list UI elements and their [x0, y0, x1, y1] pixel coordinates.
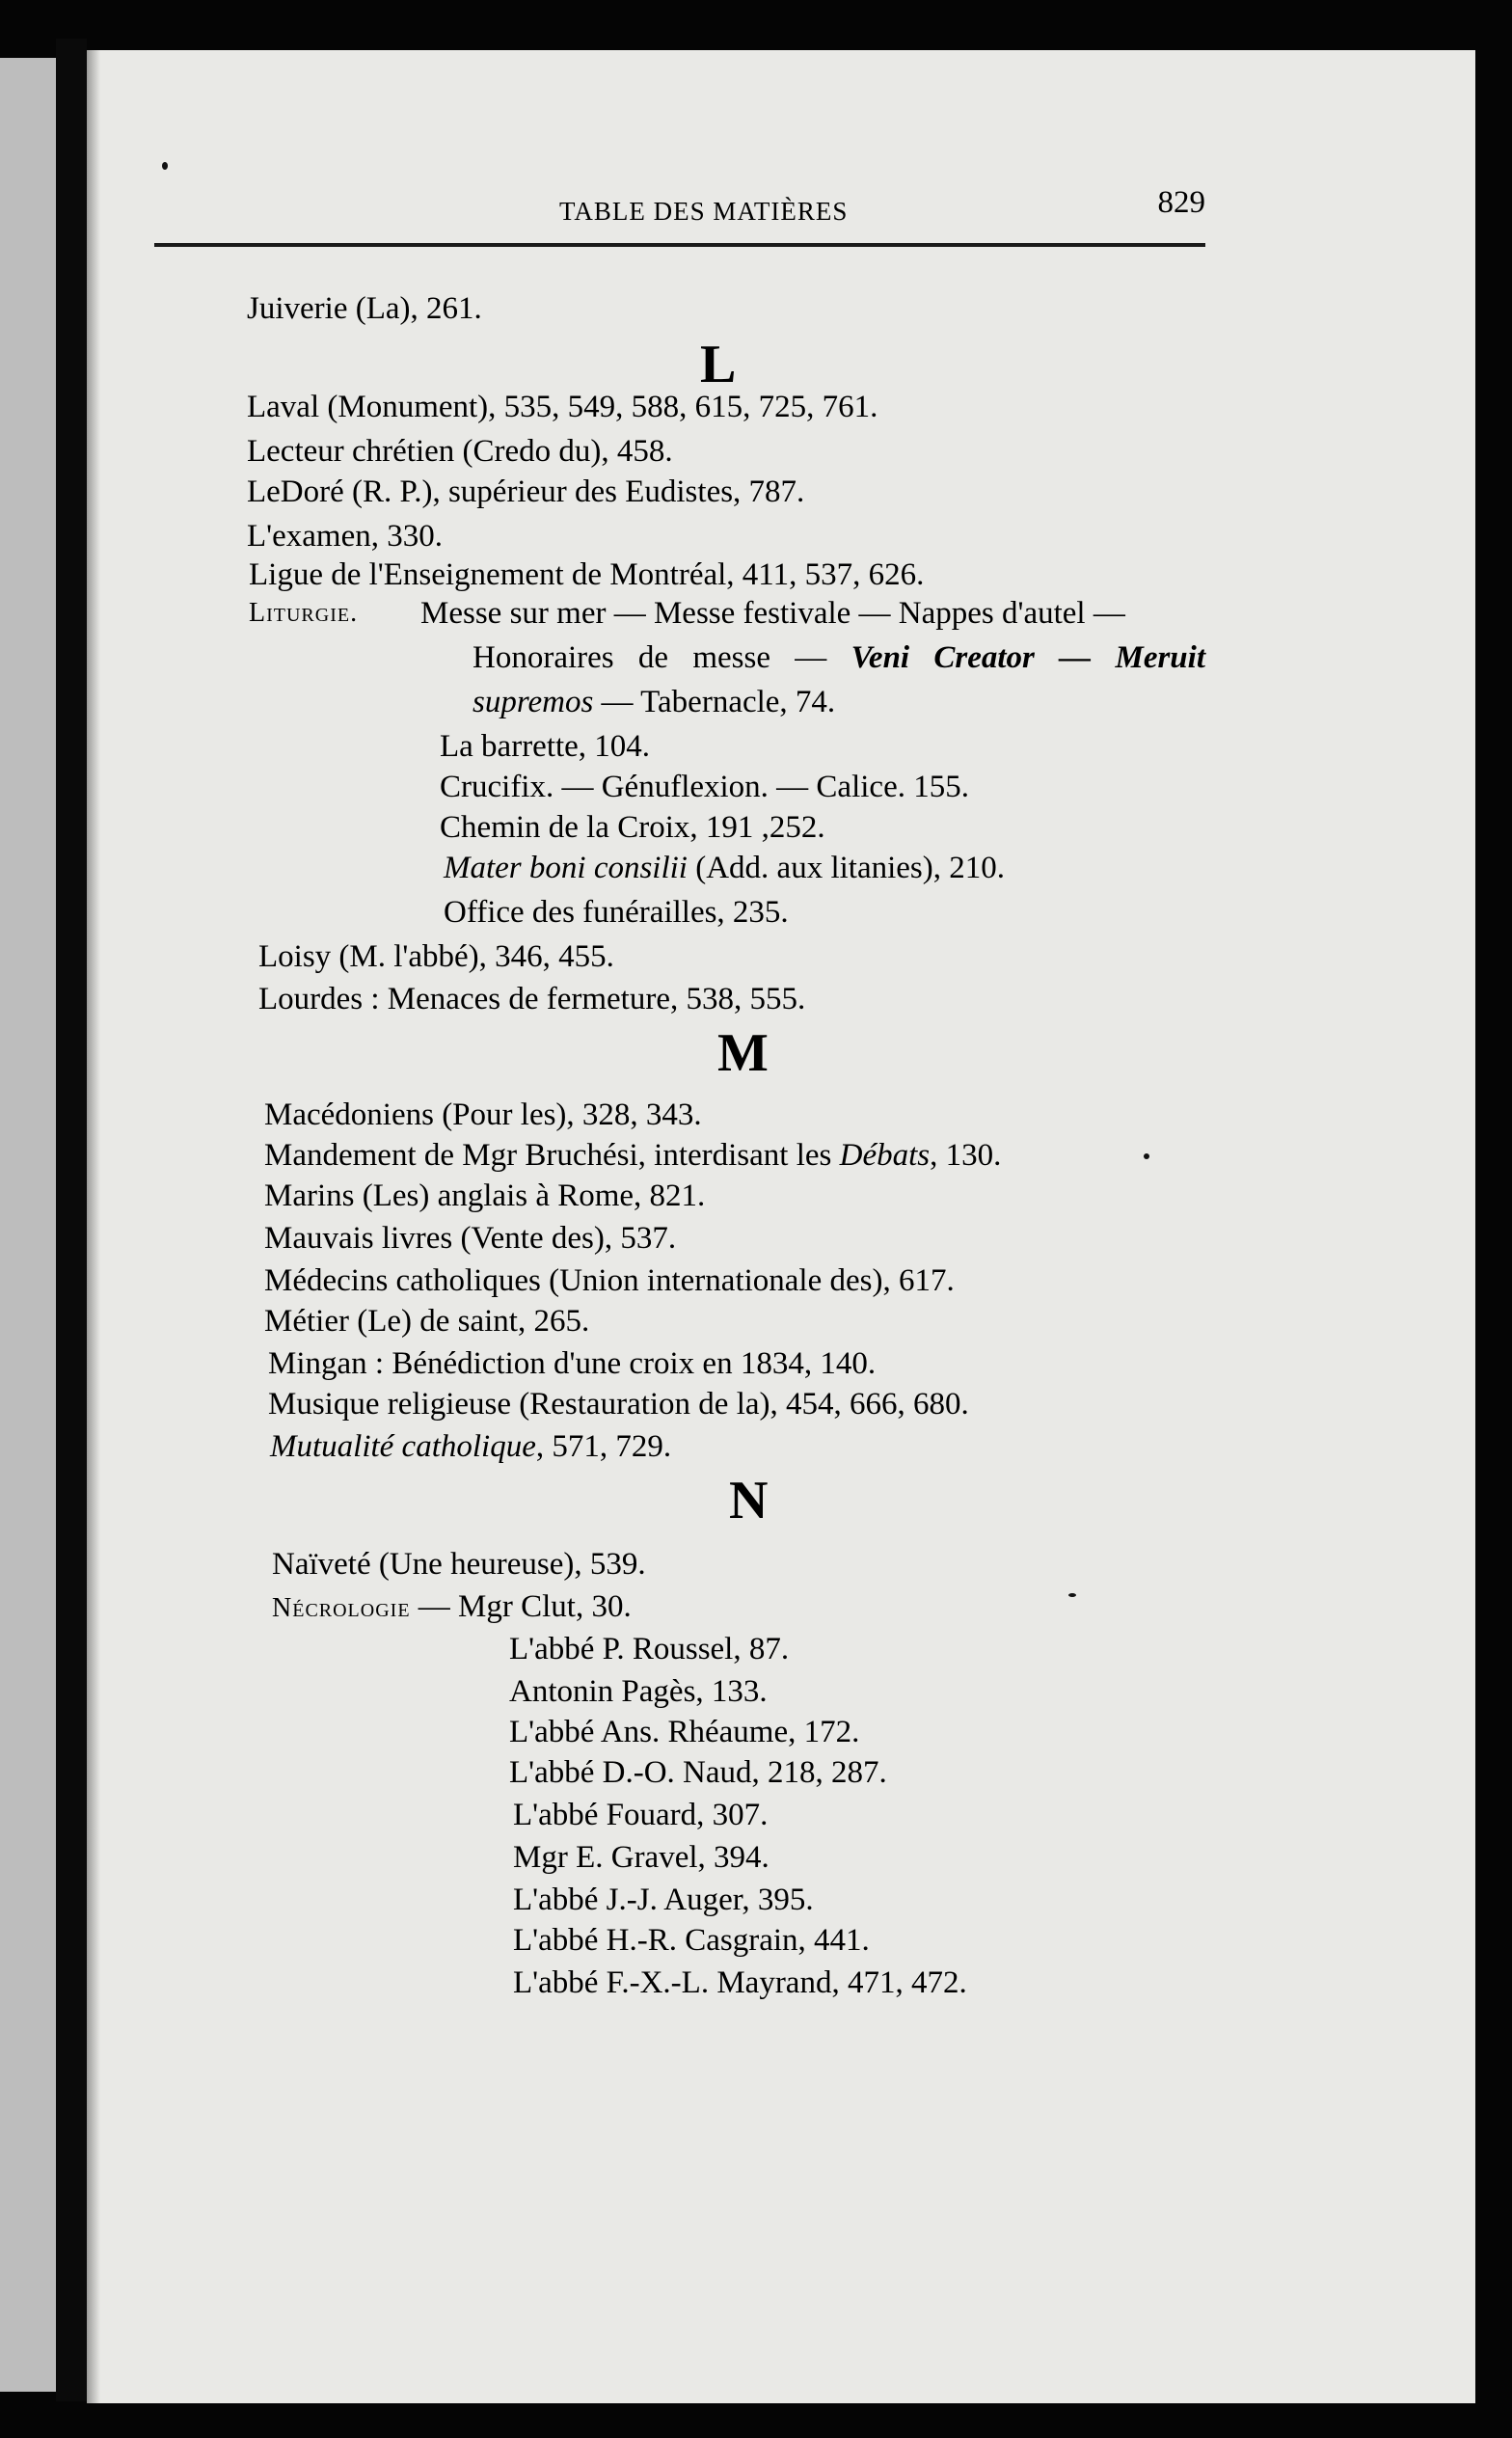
section-letter-l: L [700, 335, 737, 394]
index-entry-necrologie [272, 1589, 632, 1625]
running-head-title: TABLE DES MATIÈRES [559, 197, 849, 226]
liturgie-line-2-latin: Veni Creator — Meruit [850, 640, 1205, 675]
index-entry-ledore: LeDoré (R. P.), supérieur des Eudistes, 787. [247, 474, 805, 509]
index-entry-mingan: Mingan : Bénédiction d'une croix en 1834, 140. [268, 1346, 877, 1381]
necrologie-line-8: L'abbé J.-J. Auger, 395. [513, 1883, 814, 1917]
index-entry-marins: Marins (Les) anglais à Rome, 821. [264, 1178, 706, 1213]
index-entry-juiverie: Juiverie (La), 261. [247, 291, 482, 326]
ink-speck [1068, 1593, 1076, 1597]
index-heading-liturgie: Liturgie. [249, 598, 359, 628]
necrologie-line-3: Antonin Pagès, 133. [509, 1674, 768, 1709]
liturgie-line-7 [444, 851, 1005, 886]
liturgie-line-5: Crucifix. — Génuflexion. — Calice. 155. [440, 770, 969, 804]
mutualite-title: Mutualité catholique [270, 1429, 536, 1464]
mandement-text: Mandement de Mgr Bruchési, interdisant les [264, 1138, 840, 1173]
liturgie-line-6: Chemin de la Croix, 191 ,252. [440, 810, 825, 845]
index-entry-laval: Laval (Monument), 535, 549, 588, 615, 725, 761. [247, 390, 878, 424]
necrologie-line-9: L'abbé H.-R. Casgrain, 441. [513, 1923, 870, 1958]
mutualite-pages: , 571, 729. [535, 1429, 672, 1464]
index-entry-medecins: Médecins catholiques (Union internationale des), 617. [264, 1263, 955, 1298]
necrologie-line-7: Mgr E. Gravel, 394. [513, 1840, 770, 1875]
book-gutter [56, 39, 87, 2401]
page-number: 829 [1157, 185, 1205, 220]
header-rule [154, 243, 1205, 247]
index-entry-naivete: Naïveté (Une heureuse), 539. [272, 1547, 646, 1582]
index-entry-mutualite [270, 1429, 671, 1465]
running-head [154, 145, 1205, 251]
liturgie-line-4: La barrette, 104. [440, 729, 651, 764]
necrologie-heading: Nécrologie [272, 1593, 411, 1623]
index-entry-examen: L'examen, 330. [247, 519, 443, 554]
liturgie-line-2-text: Honoraires de messe — [472, 640, 827, 675]
index-entry-loisy: Loisy (M. l'abbé), 346, 455. [258, 939, 614, 974]
index-entry-lourdes: Lourdes : Menaces de fermeture, 538, 555. [258, 982, 806, 1016]
mandement-pages: , 130. [930, 1138, 1002, 1173]
section-letter-n: N [729, 1471, 769, 1531]
necrologie-line-6: L'abbé Fouard, 307. [513, 1798, 769, 1832]
facing-page-edge [0, 58, 56, 2392]
index-entry-mandement [264, 1138, 1001, 1174]
necrologie-line-10: L'abbé F.-X.-L. Mayrand, 471, 472. [513, 1965, 967, 2000]
liturgie-line-1: Messe sur mer — Messe festivale — Nappes d'autel — [420, 596, 1125, 631]
liturgie-line-2 [472, 640, 1205, 676]
liturgie-line-3-latin: supremos [472, 685, 594, 719]
index-entry-metier: Métier (Le) de saint, 265. [264, 1304, 590, 1339]
page-shadow [87, 50, 100, 2403]
necrologie-first: — Mgr Clut, 30. [410, 1589, 632, 1624]
ink-speck [1144, 1153, 1149, 1159]
index-entry-ligue: Ligue de l'Enseignement de Montréal, 411, 537, 626. [249, 557, 925, 592]
necrologie-line-4: L'abbé Ans. Rhéaume, 172. [509, 1715, 860, 1749]
index-entry-musique: Musique religieuse (Restauration de la), 454, 666, 680. [268, 1387, 969, 1422]
liturgie-line-3 [472, 685, 835, 720]
necrologie-line-5: L'abbé D.-O. Naud, 218, 287. [509, 1755, 887, 1790]
section-letter-m: M [717, 1023, 769, 1083]
index-entry-macedoniens: Macédoniens (Pour les), 328, 343. [264, 1097, 702, 1132]
mandement-journal: Débats [839, 1138, 931, 1173]
liturgie-line-8: Office des funérailles, 235. [444, 895, 789, 930]
index-entry-lecteur: Lecteur chrétien (Credo du), 458. [247, 434, 673, 469]
necrologie-line-2: L'abbé P. Roussel, 87. [509, 1632, 790, 1666]
index-entry-mauvais-livres: Mauvais livres (Vente des), 537. [264, 1221, 677, 1256]
liturgie-line-7-text: (Add. aux litanies), 210. [687, 851, 1006, 885]
liturgie-line-7-latin: Mater boni consilii [444, 851, 688, 885]
liturgie-line-3-text: — Tabernacle, 74. [593, 685, 836, 719]
